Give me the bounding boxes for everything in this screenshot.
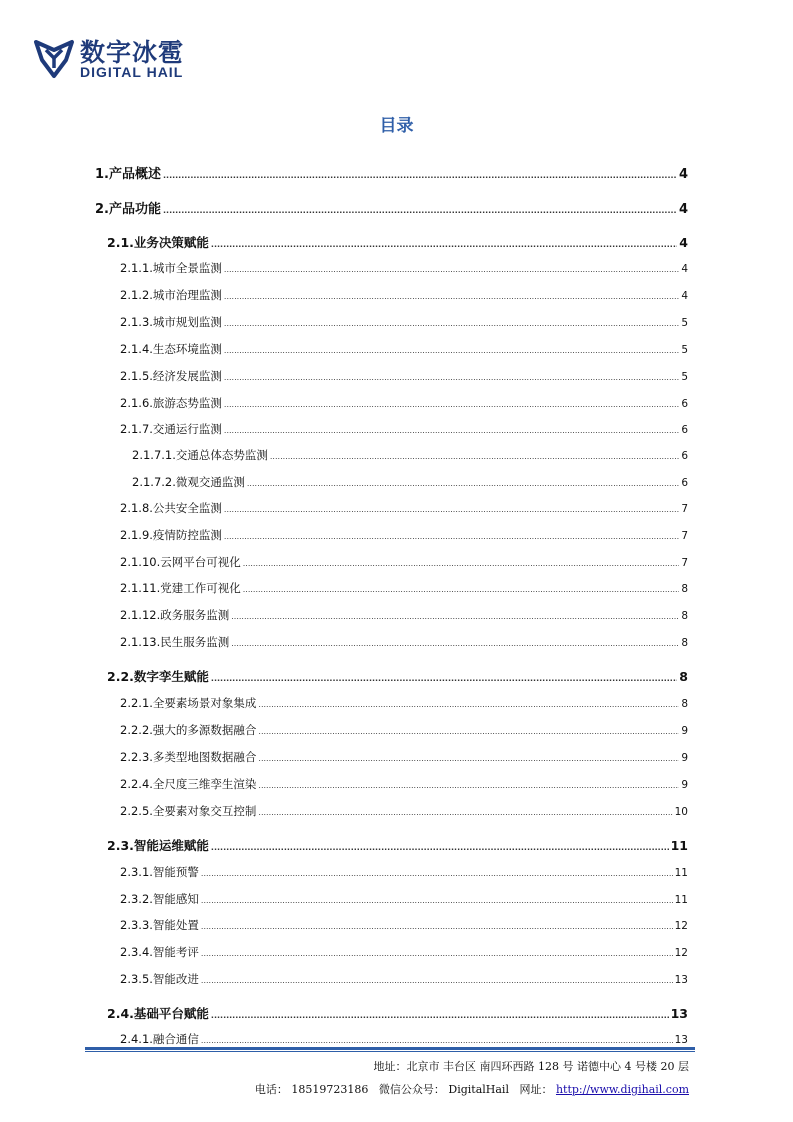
toc-dot-leader [201, 897, 673, 905]
toc-dot-leader [201, 977, 673, 985]
toc-entry[interactable] [107, 667, 688, 685]
toc-entry-page: 6 [681, 477, 688, 489]
toc-entry-label: 1.产品概述 [95, 167, 161, 182]
toc-entry-label: 2.1.7.2.微观交通监测 [132, 475, 245, 489]
toc-dot-leader [224, 427, 679, 435]
toc-dot-leader [258, 809, 672, 817]
toc-entry[interactable] [120, 554, 688, 570]
website-label: 网址： [519, 1083, 553, 1096]
toc-entry-page: 7 [681, 503, 688, 515]
toc-dot-leader [247, 480, 679, 488]
logo-english-text: DIGITAL HAIL [80, 64, 184, 80]
toc-dot-leader [231, 640, 679, 648]
toc-entry[interactable] [120, 891, 688, 907]
toc-dot-leader [243, 560, 680, 568]
toc-entry[interactable] [120, 803, 688, 819]
toc-entry-page: 5 [681, 371, 688, 383]
logo-chinese-text: 数字冰雹 [80, 38, 185, 67]
phone-label: 电话： [254, 1083, 288, 1096]
toc-entry[interactable] [120, 368, 688, 384]
toc-dot-leader [224, 533, 679, 541]
toc-entry-page: 12 [674, 947, 688, 959]
toc-entry-label: 2.1.业务决策赋能 [107, 235, 209, 250]
toc-entry-page: 12 [674, 920, 688, 932]
wechat-label: 微信公众号： [378, 1083, 445, 1096]
toc-dot-leader [224, 401, 679, 409]
toc-entry-page: 6 [681, 424, 688, 436]
toc-entry-page: 4 [678, 167, 688, 182]
toc-title: 目录 [379, 116, 414, 136]
toc-entry-label: 2.1.9.疫情防控监测 [120, 528, 222, 542]
toc-dot-leader [211, 1012, 669, 1020]
toc-entry-label: 2.3.2.智能感知 [120, 892, 199, 906]
toc-dot-leader [270, 453, 679, 461]
toc-entry-label: 2.1.1.城市全景监测 [120, 261, 222, 275]
toc-dot-leader [201, 923, 673, 931]
toc-entry-page: 8 [681, 610, 688, 622]
toc-entry[interactable] [120, 971, 688, 987]
toc-entry[interactable] [132, 447, 688, 463]
toc-dot-leader [224, 347, 679, 355]
footer-divider [85, 1047, 695, 1050]
toc-dot-leader [201, 870, 673, 878]
toc-entry-label: 2.1.7.交通运行监测 [120, 422, 222, 436]
toc-entry-page: 10 [674, 806, 688, 818]
toc-entry[interactable] [120, 607, 688, 623]
toc-dot-leader [211, 675, 677, 683]
toc-dot-leader [258, 755, 679, 763]
wechat-account: DigitalHail [448, 1083, 509, 1096]
toc-dot-leader [201, 950, 673, 958]
toc-entry[interactable] [120, 917, 688, 933]
toc-dot-leader [231, 613, 679, 621]
toc-entry-page: 7 [681, 530, 688, 542]
toc-entry[interactable] [107, 836, 688, 854]
footer-address: 地址：北京市 丰台区 南四环西路 128 号 诺德中心 4 号楼 20 层 [373, 1060, 689, 1073]
toc-entry[interactable] [120, 634, 688, 650]
toc-entry-page: 11 [674, 867, 688, 879]
toc-entry-page: 11 [674, 894, 688, 906]
toc-entry-page: 5 [681, 344, 688, 356]
toc-dot-leader [224, 266, 679, 274]
toc-entry[interactable] [120, 776, 688, 792]
toc-entry[interactable] [120, 421, 688, 437]
footer-contact [255, 1081, 689, 1097]
toc-entry-label: 2.3.1.智能预警 [120, 865, 199, 879]
toc-entry[interactable] [132, 474, 688, 490]
toc-entry-label: 2.3.5.智能改进 [120, 972, 199, 986]
phone-number: 18519723186 [291, 1083, 369, 1096]
toc-dot-leader [224, 374, 679, 382]
toc-entry-page: 9 [681, 779, 688, 791]
toc-entry-label: 2.1.6.旅游态势监测 [120, 396, 222, 410]
toc-entry-label: 2.产品功能 [95, 202, 161, 217]
toc-dot-leader [258, 782, 679, 790]
toc-entry[interactable] [120, 260, 688, 276]
toc-dot-leader [258, 728, 679, 736]
toc-entry-label: 2.3.4.智能考评 [120, 945, 199, 959]
toc-entry[interactable] [95, 198, 688, 217]
toc-entry[interactable] [120, 1031, 688, 1047]
toc-entry-label: 2.1.8.公共安全监测 [120, 501, 222, 515]
toc-dot-leader [201, 1037, 673, 1045]
toc-entry[interactable] [120, 287, 688, 303]
toc-entry[interactable] [120, 722, 688, 738]
toc-entry-label: 2.2.3.多类型地图数据融合 [120, 750, 257, 764]
toc-entry-label: 2.1.13.民生服务监测 [120, 635, 230, 649]
toc-dot-leader [211, 844, 669, 852]
toc-entry-label: 2.3.3.智能处置 [120, 918, 199, 932]
toc-entry-page: 13 [674, 974, 688, 986]
toc-entry-label: 2.1.3.城市规划监测 [120, 315, 222, 329]
toc-dot-leader [224, 293, 679, 301]
toc-dot-leader [224, 320, 679, 328]
toc-dot-leader [224, 506, 679, 514]
toc-dot-leader [163, 172, 677, 180]
toc-entry-label: 2.2.5.全要素对象交互控制 [120, 804, 257, 818]
toc-entry-page: 4 [681, 290, 688, 302]
toc-entry-label: 2.1.7.1.交通总体态势监测 [132, 448, 268, 462]
toc-entry-page: 13 [670, 1006, 688, 1021]
toc-dot-leader [163, 207, 677, 215]
toc-entry-label: 2.2.1.全要素场景对象集成 [120, 696, 257, 710]
toc-entry[interactable] [120, 749, 688, 765]
toc-entry-label: 2.1.4.生态环境监测 [120, 342, 222, 356]
toc-dot-leader [243, 586, 680, 594]
toc-entry-page: 11 [670, 838, 688, 853]
toc-entry-label: 2.4.1.融合通信 [120, 1032, 199, 1046]
toc-entry-page: 6 [681, 450, 688, 462]
toc-entry-page: 8 [679, 669, 688, 684]
toc-entry-page: 9 [681, 725, 688, 737]
toc-entry-page: 6 [681, 398, 688, 410]
toc-entry-label: 2.3.智能运维赋能 [107, 838, 209, 853]
toc-entry-label: 2.1.10.云网平台可视化 [120, 555, 241, 569]
toc-entry-label: 2.2.2.强大的多源数据融合 [120, 723, 257, 737]
toc-entry[interactable] [120, 580, 688, 596]
toc-entry[interactable] [120, 695, 688, 711]
toc-entry-label: 2.1.5.经济发展监测 [120, 369, 222, 383]
toc-entry-page: 13 [674, 1034, 688, 1046]
toc-dot-leader [211, 241, 677, 249]
toc-entry-page: 8 [681, 583, 688, 595]
toc-entry[interactable] [120, 864, 688, 880]
toc-entry-label: 2.4.基础平台赋能 [107, 1006, 209, 1021]
toc-entry[interactable] [120, 395, 688, 411]
toc-entry-page: 7 [681, 557, 688, 569]
toc-entry-label: 2.2.4.全尺度三维孪生渲染 [120, 777, 257, 791]
website-link[interactable]: http://www.digihail.com [555, 1083, 689, 1096]
toc-entry[interactable] [120, 944, 688, 960]
toc-entry[interactable] [107, 1004, 688, 1022]
toc-entry[interactable] [107, 233, 688, 251]
toc-entry-page: 5 [681, 317, 688, 329]
toc-entry-label: 2.1.11.党建工作可视化 [120, 581, 241, 595]
toc-entry-page: 8 [681, 698, 688, 710]
toc-entry[interactable] [95, 163, 688, 182]
toc-entry-label: 2.1.12.政务服务监测 [120, 608, 230, 622]
toc-entry-label: 2.2.数字孪生赋能 [107, 669, 209, 684]
toc-entry[interactable] [120, 314, 688, 330]
toc-entry-page: 4 [679, 235, 688, 250]
toc-entry-label: 2.1.2.城市治理监测 [120, 288, 222, 302]
toc-entry[interactable] [120, 341, 688, 357]
footer-divider-thin [85, 1051, 695, 1052]
toc-entry-page: 9 [681, 752, 688, 764]
toc-entry[interactable] [120, 500, 688, 516]
toc-entry-page: 4 [678, 202, 688, 217]
toc-dot-leader [258, 701, 679, 709]
toc-entry[interactable] [120, 527, 688, 543]
toc-entry-page: 8 [681, 637, 688, 649]
toc-entry-page: 4 [681, 263, 688, 275]
